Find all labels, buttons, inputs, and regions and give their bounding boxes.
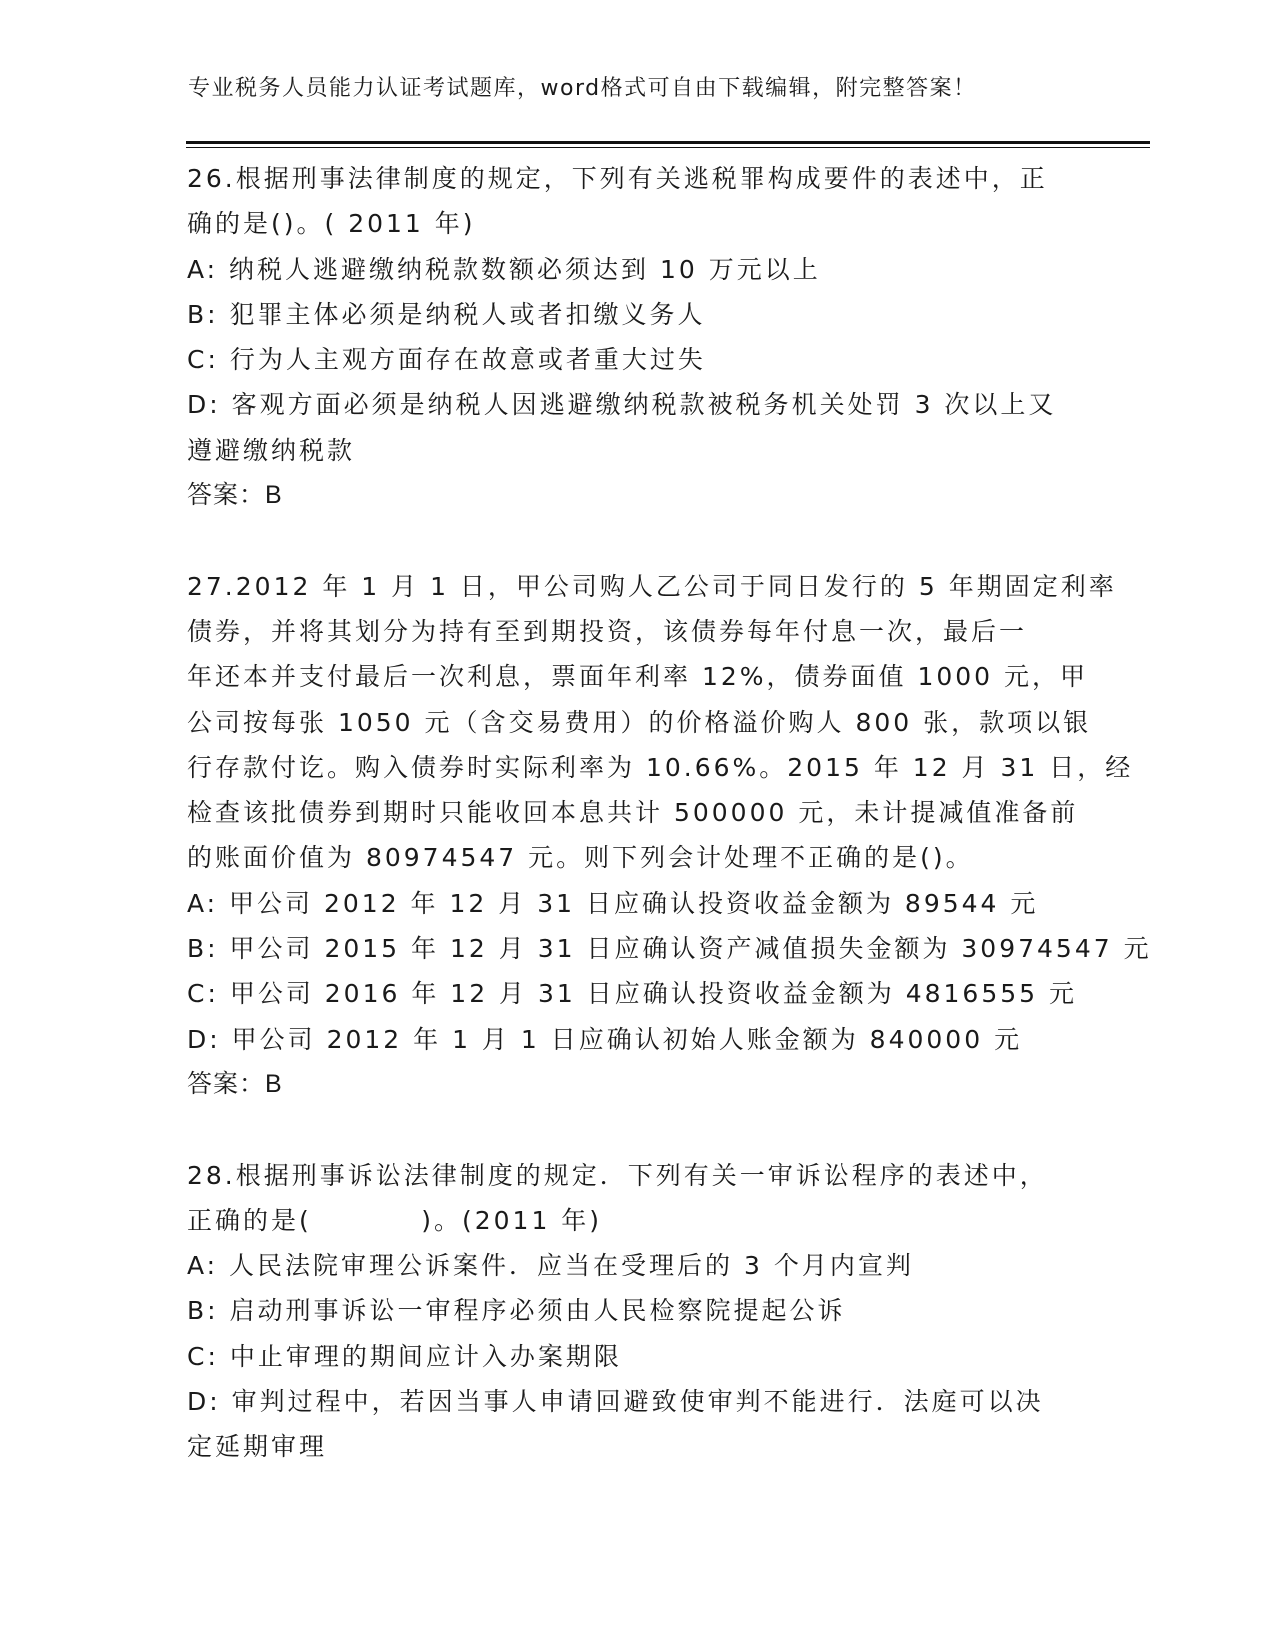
- header-divider: [186, 141, 1150, 144]
- option-c: C: 甲公司 2016 年 12 月 31 日应确认投资收益金额为 4816555 元: [187, 979, 1077, 1009]
- option-a: A: 人民法院审理公诉案件．应当在受理后的 3 个月内宣判: [187, 1251, 914, 1281]
- question-stem-line: 27.2012 年 1 月 1 日，甲公司购人乙公司于同日发行的 5 年期固定利率: [187, 571, 1117, 601]
- question-28: [187, 1153, 1087, 1470]
- option-d: D: 客观方面必须是纳税人因逃避缴纳税款被税务机关处罚 3 次以上又: [187, 390, 1057, 420]
- spacer: [187, 518, 1087, 563]
- question-stem-line: 正确的是( )。(2011 年): [187, 1205, 603, 1235]
- question-27: [187, 564, 1152, 1108]
- option-d: D: 审判过程中，若因当事人申请回避致使审判不能进行．法庭可以决: [187, 1387, 1044, 1417]
- question-stem-line: 26.根据刑事法律制度的规定，下列有关逃税罪构成要件的表述中，正: [187, 164, 1048, 193]
- question-stem-line: 的账面价值为 80974547 元。则下列会计处理不正确的是()。: [187, 843, 974, 873]
- option-b: B: 甲公司 2015 年 12 月 31 日应确认资产减值损失金额为 30974547 元: [187, 934, 1152, 964]
- header-divider-thin: [186, 147, 1150, 148]
- question-stem-line: 年还本并支付最后一次利息，票面年利率 12%，债券面值 1000 元，甲: [187, 662, 1089, 692]
- question-stem-line: 债券，并将其划分为持有至到期投资，该债券每年付息一次，最后一: [187, 616, 1028, 646]
- question-stem-line: 行存款付讫。购入债券时实际利率为 10.66%。2015 年 12 月 31 日，经: [187, 752, 1134, 782]
- option-c: C: 行为人主观方面存在故意或者重大过失: [187, 345, 706, 375]
- question-26: [187, 156, 1087, 518]
- answer-line: 答案：B: [187, 1069, 283, 1098]
- question-list: [187, 156, 1152, 1470]
- option-d: D: 甲公司 2012 年 1 月 1 日应确认初始人账金额为 840000 元: [187, 1024, 1023, 1054]
- option-a: A: 甲公司 2012 年 12 月 31 日应确认投资收益金额为 89544 元: [187, 888, 1039, 918]
- option-d-continued: 定延期审理: [187, 1432, 328, 1462]
- option-b: B: 犯罪主体必须是纳税人或者扣缴义务人: [187, 299, 706, 329]
- spacer: [187, 1107, 1087, 1152]
- page-header: 专业税务人员能力认证考试题库，word格式可自由下载编辑，附完整答案！: [188, 76, 977, 101]
- question-stem-line: 确的是()。( 2011 年): [187, 209, 476, 239]
- option-b: B: 启动刑事诉讼一审程序必须由人民检察院提起公诉: [187, 1296, 846, 1326]
- option-a: A: 纳税人逃避缴纳税款数额必须达到 10 万元以上: [187, 254, 821, 284]
- answer-line: 答案：B: [187, 481, 283, 510]
- question-stem-line: 公司按每张 1050 元（含交易费用）的价格溢价购人 800 张，款项以银: [187, 707, 1092, 737]
- option-c: C: 中止审理的期间应计入办案期限: [187, 1341, 622, 1371]
- question-stem-line: 28.根据刑事诉讼法律制度的规定．下列有关一审诉讼程序的表述中，: [187, 1160, 1048, 1190]
- question-stem-line: 检查该批债券到期时只能收回本息共计 500000 元，未计提减值准备前: [187, 798, 1079, 828]
- option-d-continued: 遵避缴纳税款: [187, 435, 356, 465]
